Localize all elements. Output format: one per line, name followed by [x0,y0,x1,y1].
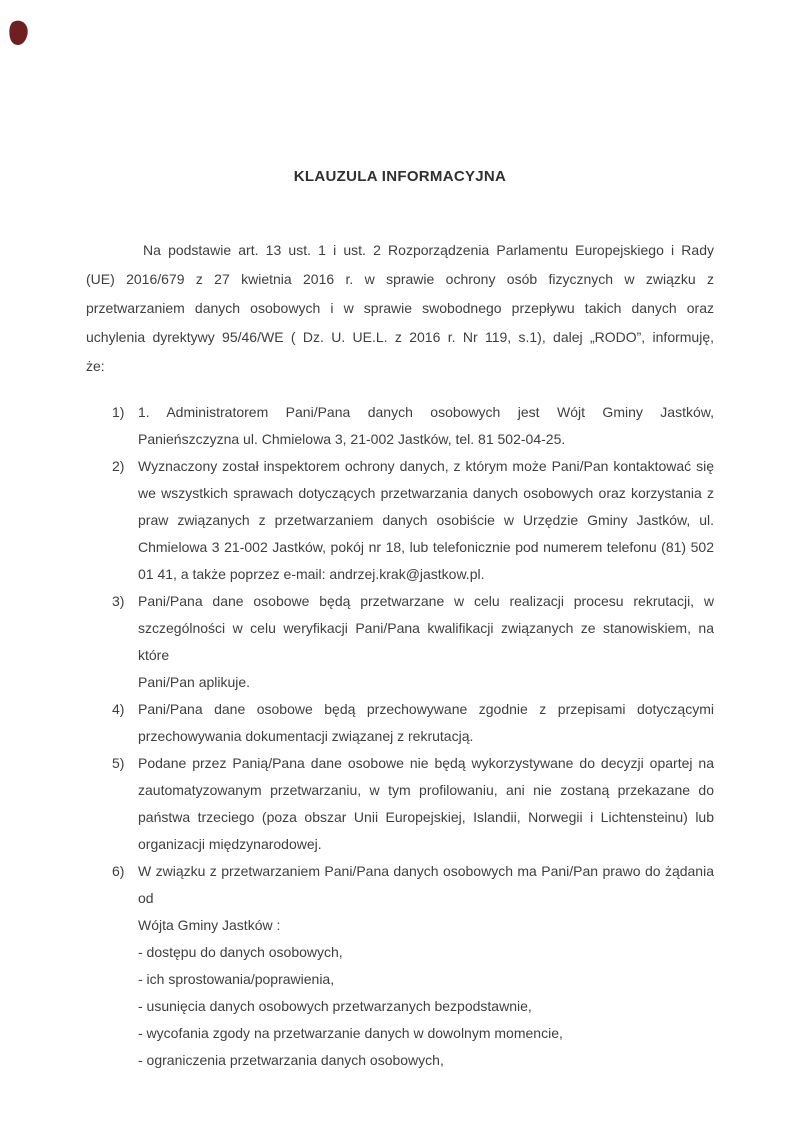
list-item-line: W związku z przetwarzaniem Pani/Pana danych osobowych ma Pani/Pan prawo do żądania od [138,863,714,906]
paragraph-line: przetwarzaniem danych osobowych i w sprawie swobodnego przepływu takich danych oraz [86,300,714,316]
list-item-line: Podane przez Panią/Pana dane osobowe nie będą wykorzystywane do decyzji opartej na [138,755,714,771]
intro-paragraph [86,236,714,381]
list-item-line: szczególności w celu weryfikacji Pani/Pana kwalifikacji związanych ze stanowiskiem, na które [138,620,714,663]
list-item-line: 1. Administratorem Pani/Pana danych osobowych jest Wójt Gminy Jastków, [138,404,714,420]
list-item-body [138,858,714,1074]
list-item-marker: 3) [112,593,125,609]
list-item-line: - usunięcia danych osobowych przetwarzanych bezpodstawnie, [138,998,532,1014]
paragraph-line: że: [86,358,105,374]
paragraph-line: (UE) 2016/679 z 27 kwietnia 2016 r. w sprawie ochrony osób fizycznych w związku z [86,271,714,287]
paragraph-line: Na podstawie art. 13 ust. 1 i ust. 2 Rozporządzenia Parlamentu Europejskiego i Rady [143,242,714,258]
list-item-line: Pani/Pana dane osobowe będą przechowywane zgodnie z przepisami dotyczącymi [138,701,714,717]
list-item-line: organizacji międzynarodowej. [138,836,322,852]
list-item-body [138,453,714,588]
list-item-marker: 2) [112,458,125,474]
list-item-line: 01 41, a także poprzez e-mail: andrzej.krak@jastkow.pl. [138,566,485,582]
page-title: KLAUZULA INFORMACYJNA [293,168,507,185]
list-item-line: Panieńszczyzna ul. Chmielowa 3, 21-002 Jastków, tel. 81 502-04-25. [138,431,566,447]
list-item-line: państwa trzeciego (poza obszar Unii Europejskiej, Islandii, Norwegii i Lichtensteinu) lub [138,809,714,825]
paragraph-line: uchylenia dyrektywy 95/46/WE ( Dz. U. UE.L. z 2016 r. Nr 119, s.1), dalej „RODO”, informuję, [86,329,714,345]
list-item-line: zautomatyzowanym przetwarzaniu, w tym profilowaniu, ani nie zostaną przekazane do [138,782,714,798]
list-item-body [138,750,714,858]
list-item-line: przechowywania dokumentacji związanej z rekrutacją. [138,728,474,744]
list-item-line: we wszystkich sprawach dotyczących przetwarzania danych osobowych oraz korzystania z [138,485,714,501]
list-item-line: - wycofania zgody na przetwarzanie danych w dowolnym momencie, [138,1025,563,1041]
list-item-marker: 1) [112,404,125,420]
list-item-line: - ich sprostowania/poprawienia, [138,971,335,987]
list-item-line: Chmielowa 3 21-002 Jastków, pokój nr 18, lub telefonicznie pod numerem telefonu (81) 502 [138,539,714,555]
list-item-line: Wyznaczony został inspektorem ochrony danych, z którym może Pani/Pan kontaktować się [138,458,714,474]
list-item-line: - dostępu do danych osobowych, [138,944,343,960]
list-item-body [138,696,714,750]
list-item-body [138,588,714,696]
list-item-marker: 5) [112,755,125,771]
list-item [86,399,714,453]
list-item-line: praw związanych z przetwarzaniem danych osobiście w Urzędzie Gminy Jastków, ul. [138,512,714,528]
list-item-line: Pani/Pan aplikuje. [138,674,251,690]
corner-scan-artifact-icon [8,19,30,47]
list-item-body [138,399,714,453]
list-item-line: Pani/Pana dane osobowe będą przetwarzane w celu realizacji procesu rekrutacji, w [138,593,714,609]
numbered-list [86,399,714,1074]
list-item [86,750,714,858]
list-item-line: - ograniczenia przetwarzania danych osobowych, [138,1052,444,1068]
list-item [86,453,714,588]
list-item [86,696,714,750]
list-item [86,588,714,696]
list-item [86,858,714,1074]
list-item-marker: 6) [112,863,125,879]
corner-scan-artifact-shape [9,21,27,45]
list-item-line: Wójta Gminy Jastków : [138,917,281,933]
list-item-marker: 4) [112,701,125,717]
